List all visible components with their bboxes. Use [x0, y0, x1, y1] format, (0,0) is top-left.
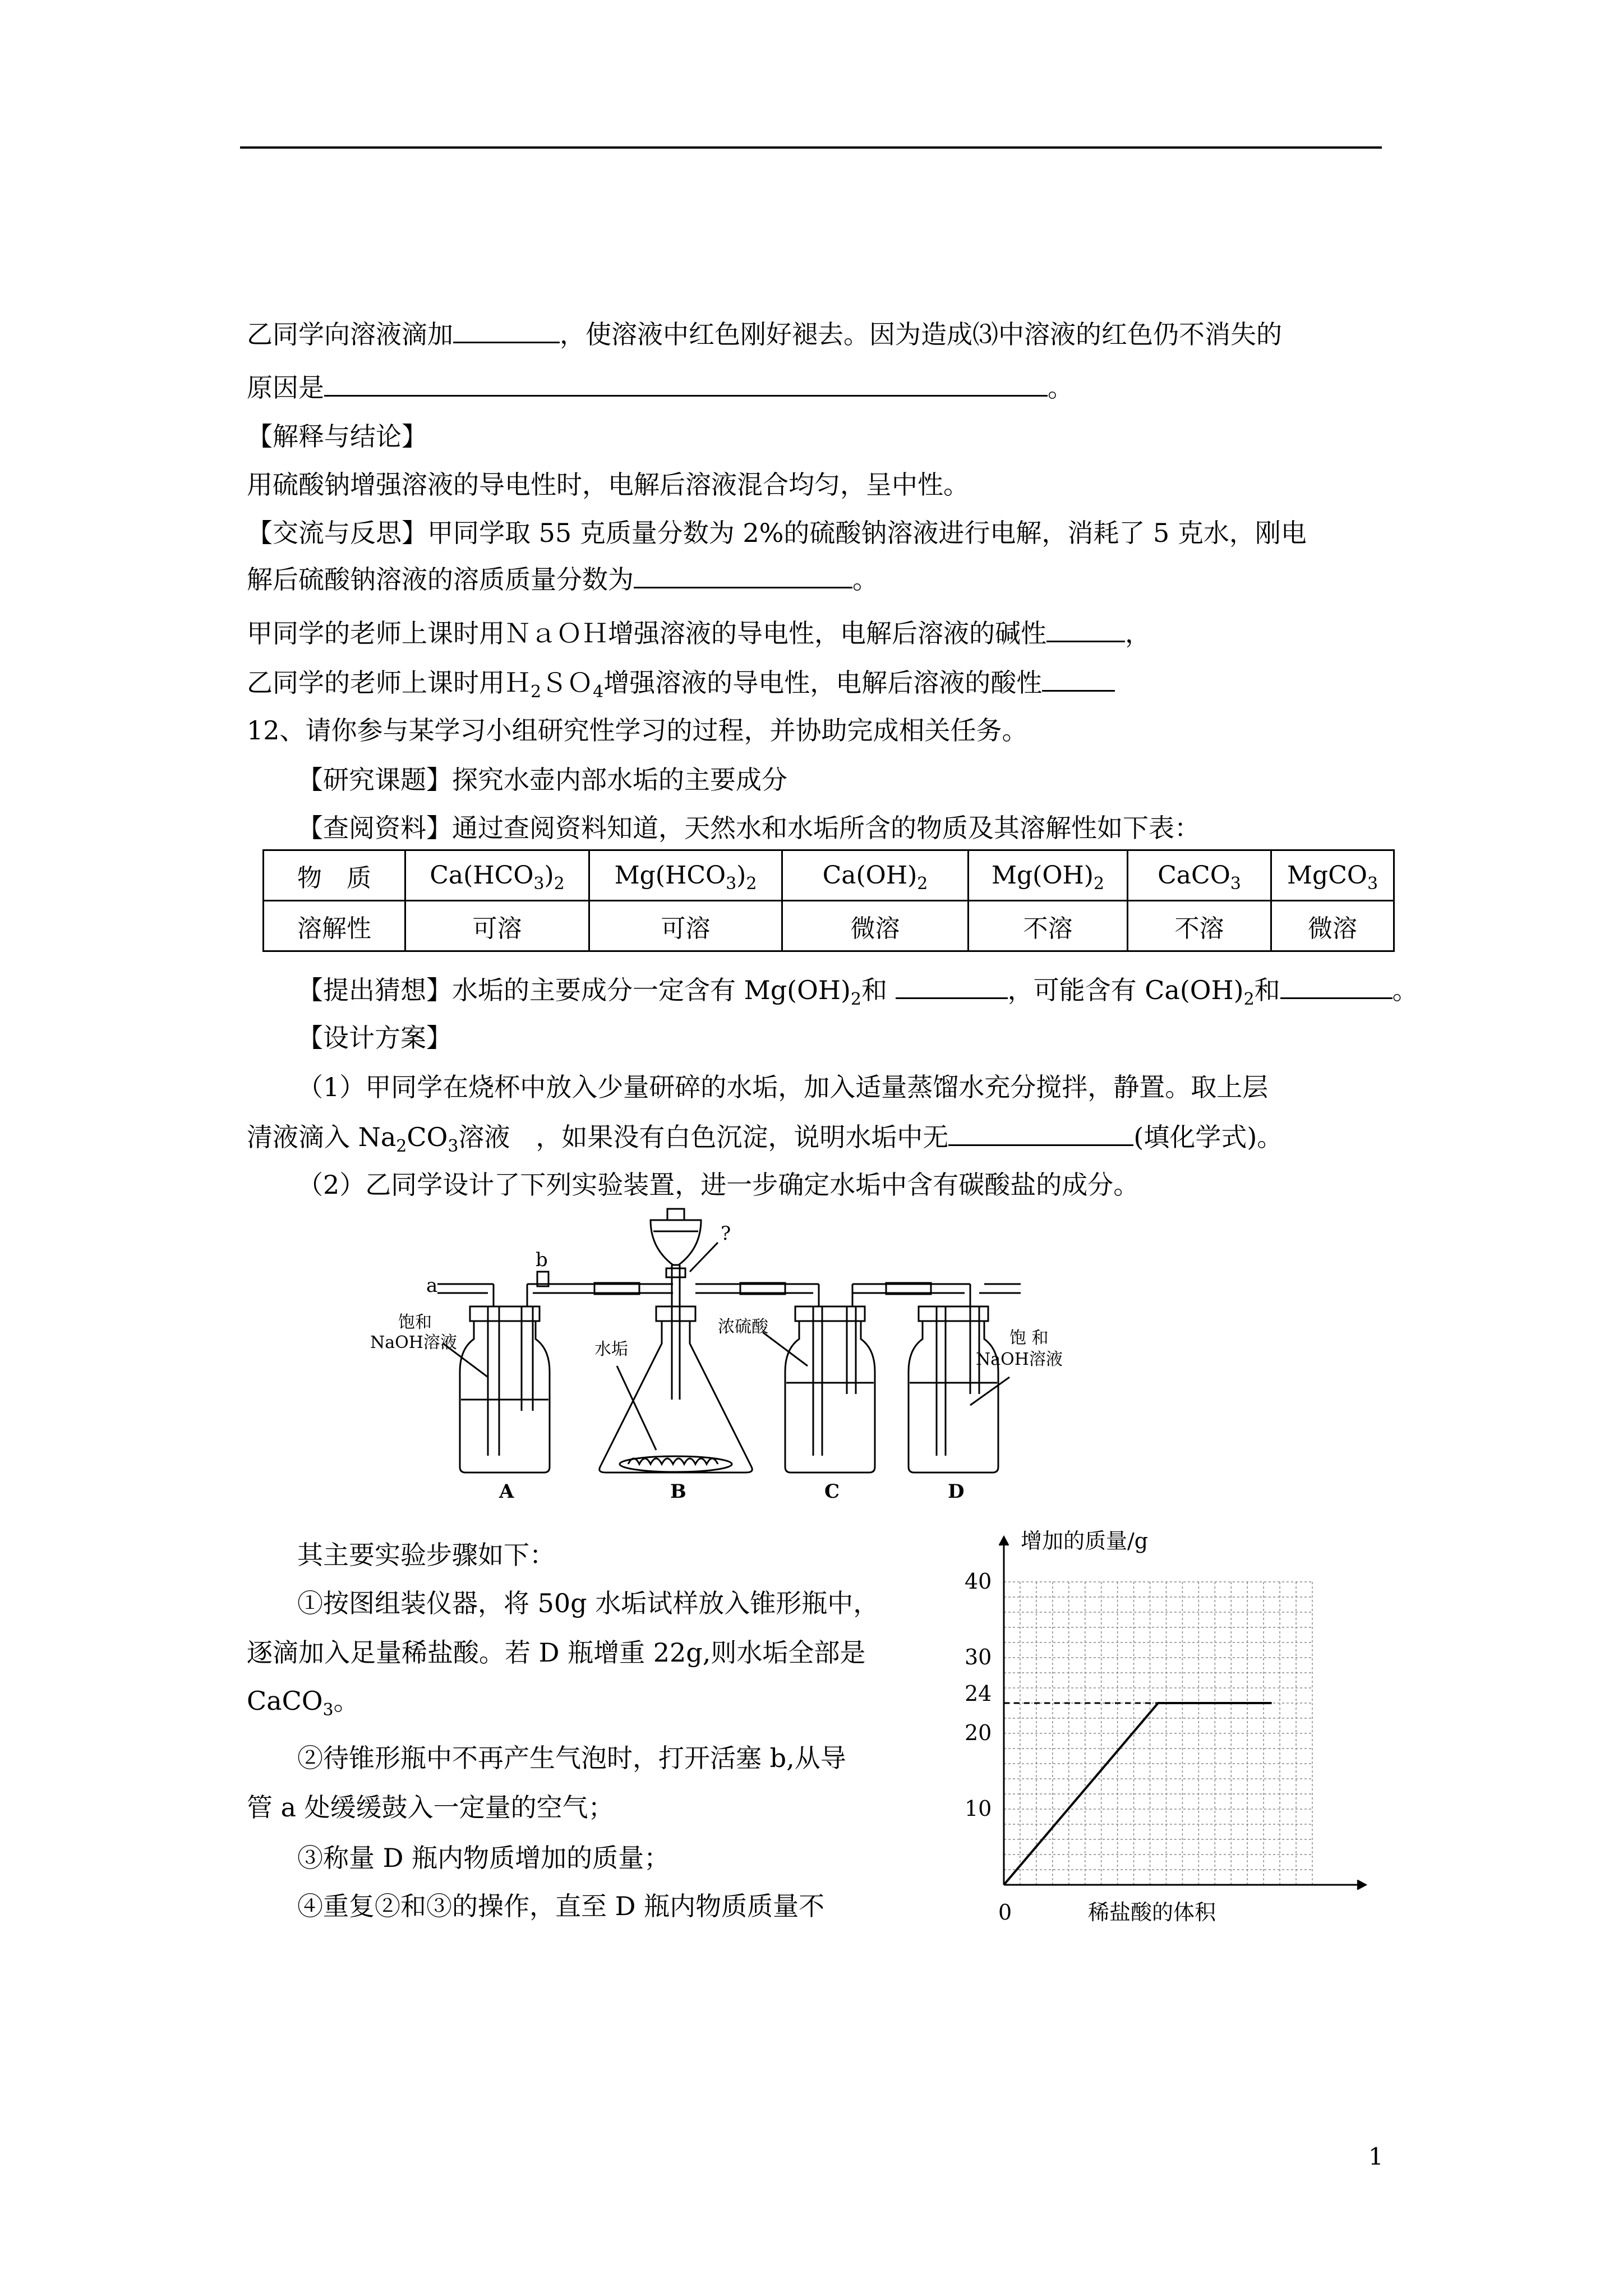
section-heading: 【设计方案】 — [297, 1023, 452, 1053]
bottle-d-label: D — [948, 1480, 965, 1503]
label-acid: 浓硫酸 — [718, 1317, 768, 1337]
y-tick-label: 40 — [965, 1569, 992, 1594]
bottle-b-label: B — [670, 1480, 686, 1503]
question-intro: 12、请你参与某学习小组研究性学习的过程，并协助完成相关任务。 — [247, 715, 1028, 746]
label-b: b — [536, 1249, 548, 1271]
page-number: 1 — [1368, 2143, 1384, 2170]
substance-cell: $Ca(OH)_2$ — [782, 850, 969, 901]
answer-blank[interactable] — [1046, 616, 1125, 642]
answer-blank[interactable] — [634, 562, 852, 588]
table-row — [264, 901, 1394, 951]
substance-cell: $Mg(OH)_2$ — [969, 850, 1128, 901]
table-cell: 微溶 — [782, 901, 969, 951]
answer-blank[interactable] — [324, 370, 1048, 397]
solubility-table — [262, 849, 1395, 952]
text-line: 解后硫酸钠溶液的溶质质量分数为 。 — [247, 562, 878, 596]
text-line: 【交流与反思】甲同学取 55 克质量分数为 2%的硫酸钠溶液进行电解，消耗了 5 克水，刚电 — [247, 518, 1307, 548]
text-line: 用硫酸钠增强溶液的导电性时，电解后溶液混合均匀，呈中性。 — [247, 470, 969, 500]
label-naoh-d-2: NaOH溶液 — [976, 1350, 1063, 1369]
table-cell: 不溶 — [969, 901, 1128, 951]
text-line: 乙同学向溶液滴加 ，使溶液中红色刚好褪去。因为造成⑶中溶液的红色仍不消失的 — [247, 317, 1282, 351]
y-axis-label: 增加的质量/g — [1021, 1529, 1149, 1553]
text-line: （2）乙同学设计了下列实验装置，进一步确定水垢中含有碳酸盐的成分。 — [297, 1170, 1140, 1200]
answer-blank[interactable] — [948, 1120, 1133, 1146]
label-naoh-a: 饱和 — [398, 1313, 432, 1332]
label-scale: 水垢 — [594, 1340, 628, 1359]
text-line: 原因是 。 — [247, 370, 1073, 404]
text-line: 清液滴入 $Na_2CO_3$溶液 ，如果没有白色沉淀，说明水垢中无 (填化学式)。 — [247, 1120, 1283, 1154]
label-naoh-d: 饱 和 — [1009, 1328, 1049, 1348]
answer-blank[interactable] — [1042, 665, 1115, 692]
substance-cell: $Mg(HCO_3)_2$ — [589, 850, 782, 901]
steps-intro: 其主要实验步骤如下： — [297, 1540, 555, 1570]
text-line: 乙同学的老师上课时用Ｈ$_2$ＳＯ$_4$增强溶液的导电性，电解后溶液的酸性 — [247, 665, 1115, 700]
table-cell: 可溶 — [589, 901, 782, 951]
apparatus-figure — [359, 1209, 1063, 1503]
step-text: CaCO$_3$。 — [247, 1686, 359, 1720]
text-line: 【提出猜想】水垢的主要成分一定含有 $Mg(OH)_2$和 ，可能含有 $Ca(OH)_2$和 。 — [297, 973, 1418, 1007]
text-line: 甲同学的老师上课时用ＮａＯＨ增强溶液的导电性，电解后溶液的碱性 ， — [247, 616, 1151, 650]
y-tick-label: 10 — [965, 1796, 992, 1821]
step-text: 逐滴加入足量稀盐酸。若 D 瓶增重 22g,则水垢全部是 — [247, 1637, 866, 1668]
bottle-c-label: C — [824, 1480, 840, 1503]
table-cell: 微溶 — [1271, 901, 1394, 951]
mass-chart — [942, 1526, 1380, 1932]
step-text: ①按图组装仪器，将 50g 水垢试样放入锥形瓶中， — [297, 1588, 879, 1618]
y-tick-label: 20 — [965, 1720, 992, 1745]
header-rule — [240, 146, 1382, 149]
text-line: （1）甲同学在烧杯中放入少量研碎的水垢，加入适量蒸馏水充分搅拌，静置。取上层 — [297, 1072, 1269, 1102]
y-tick-label: 30 — [965, 1645, 992, 1669]
x-axis-label: 稀盐酸的体积 — [1088, 1900, 1216, 1925]
table-cell: 不溶 — [1128, 901, 1271, 951]
substance-cell: CaCO$_3$ — [1128, 850, 1271, 901]
table-header-cell: 物 质 — [264, 850, 405, 901]
section-heading: 【解释与结论】 — [247, 421, 427, 452]
step-text: ②待锥形瓶中不再产生气泡时，打开活塞 b,从导 — [297, 1743, 846, 1773]
substance-cell: $Ca(HCO_3)_2$ — [405, 850, 589, 901]
text-line: 【研究课题】探究水壶内部水垢的主要成分 — [297, 765, 787, 795]
table-header-cell: 溶解性 — [264, 901, 405, 951]
y-marked-label: 24 — [965, 1681, 992, 1706]
label-a: a — [426, 1274, 438, 1297]
apparatus-diagram — [359, 1209, 1063, 1503]
table-row — [264, 850, 1394, 901]
text-line: 【查阅资料】通过查阅资料知道，天然水和水垢所含的物质及其溶解性如下表： — [297, 813, 1200, 843]
substance-cell: MgCO$_3$ — [1271, 850, 1394, 901]
step-text: ③称量 D 瓶内物质增加的质量； — [297, 1843, 670, 1873]
label-naoh-a-2: NaOH溶液 — [370, 1333, 457, 1352]
origin-label: 0 — [998, 1900, 1012, 1925]
bottle-a-label: A — [499, 1480, 514, 1503]
answer-blank[interactable] — [1280, 973, 1393, 999]
table-cell: 可溶 — [405, 901, 589, 951]
answer-blank[interactable] — [453, 317, 560, 343]
answer-blank[interactable] — [896, 973, 1008, 999]
step-text: ④重复②和③的操作，直至 D 瓶内物质质量不 — [297, 1891, 825, 1921]
mass-chart-svg — [942, 1526, 1380, 1930]
label-question: ? — [721, 1222, 731, 1245]
step-text: 管 a 处缓缓鼓入一定量的空气； — [247, 1792, 614, 1823]
